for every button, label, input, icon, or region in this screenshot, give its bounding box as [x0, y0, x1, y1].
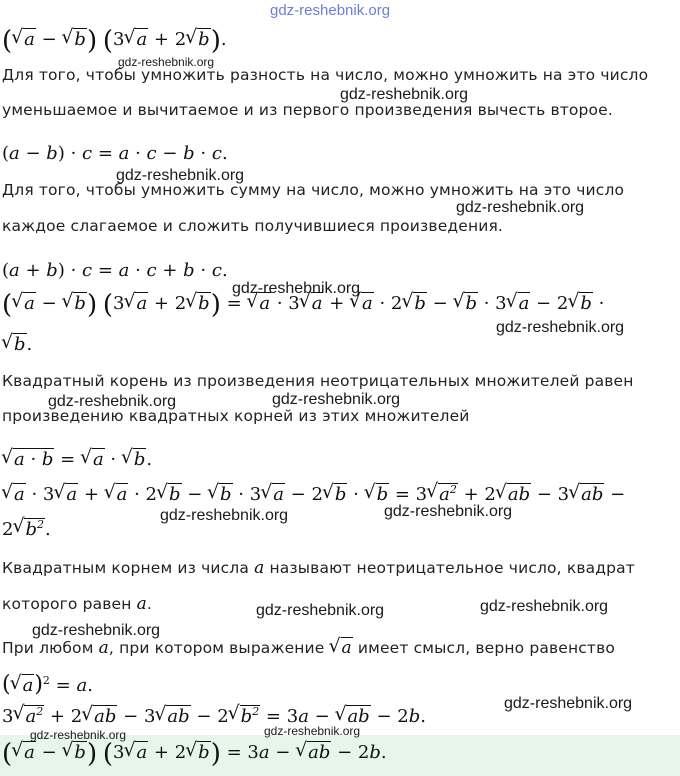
- watermark: gdz-reshebnik.org: [272, 391, 401, 408]
- watermark: gdz-reshebnik.org: [32, 622, 161, 639]
- watermark: gdz-reshebnik.org: [340, 86, 469, 103]
- watermark: gdz-reshebnik.org: [256, 602, 385, 619]
- rule-text: уменьшаемое и вычитаемое и из первого произведения вычесть второе.: [2, 101, 613, 119]
- watermark: gdz-reshebnik.org: [30, 728, 127, 742]
- watermark: gdz-reshebnik.org: [264, 724, 361, 738]
- formula-expression: (√ a − √ b) (3√ a + 2√ b).: [2, 28, 227, 54]
- formula-simplify: 3√ $a^2 + 2√$ ab − 3√ ab − 2√ $b^2 = 3a$ − √ ab − 2b.: [2, 705, 426, 727]
- watermark: gdz-reshebnik.org: [116, 167, 245, 184]
- rule-text: каждое слагаемое и сложить получившиеся произведения.: [2, 217, 504, 235]
- formula-step-cont: 2√ $b^2$.: [2, 518, 51, 540]
- rule-text: Для того, чтобы умножить сумму на число, можно умножить на это число: [2, 181, 625, 199]
- watermark-top: gdz-reshebnik.org: [270, 2, 391, 19]
- definition-text: которого равен a.: [2, 594, 152, 614]
- definition-text: Квадратным корнем из числа a называют неотрицательное число, квадрат: [2, 558, 635, 578]
- watermark: gdz-reshebnik.org: [160, 507, 289, 524]
- formula-distributive-difference: (a − b) · c = a · c − b · c.: [2, 143, 228, 164]
- rule-text: Для того, чтобы умножить разность на число, можно умножить на это число: [2, 66, 649, 84]
- formula-expansion: (√ a − √ b) (3√ a + 2√ b) = √ a · 3√ a + √ a · 2√ b − √ b · 3√ a − 2√ b ·: [2, 292, 604, 318]
- watermark: gdz-reshebnik.org: [384, 503, 513, 520]
- formula-distributive-sum: (a + b) · c = a · c + b · c.: [2, 260, 228, 281]
- rule-text: произведению квадратных корней из этих множителей: [2, 407, 470, 425]
- watermark: gdz-reshebnik.org: [232, 280, 361, 297]
- watermark: gdz-reshebnik.org: [480, 598, 609, 615]
- watermark: gdz-reshebnik.org: [118, 55, 215, 69]
- rule-text: Квадратный корень из произведения неотрицательных множителей равен: [2, 372, 634, 390]
- formula-final-answer: (√ a − √ b) (3√ a + 2√ b) = 3a − √ ab − 2b.: [2, 741, 387, 767]
- formula-square-root-identity: (√ a)$^2$ = a.: [2, 672, 93, 697]
- watermark: gdz-reshebnik.org: [456, 199, 585, 216]
- formula-root-product: √ a · b = √ a · √ b.: [2, 449, 152, 470]
- watermark: gdz-reshebnik.org: [48, 393, 177, 410]
- identity-text: При любом a, при котором выражение √ a имеет смысл, верно равенство: [2, 638, 615, 658]
- watermark: gdz-reshebnik.org: [504, 695, 633, 712]
- formula-expansion-cont: √ b.: [2, 334, 32, 355]
- formula-step: √ a · 3√ a + √ a · 2√ b − √ b · 3√ a − 2√ b · √ b = 3√ $a^2 + 2√$ ab − 3√ ab −: [2, 483, 625, 505]
- watermark: gdz-reshebnik.org: [496, 319, 625, 336]
